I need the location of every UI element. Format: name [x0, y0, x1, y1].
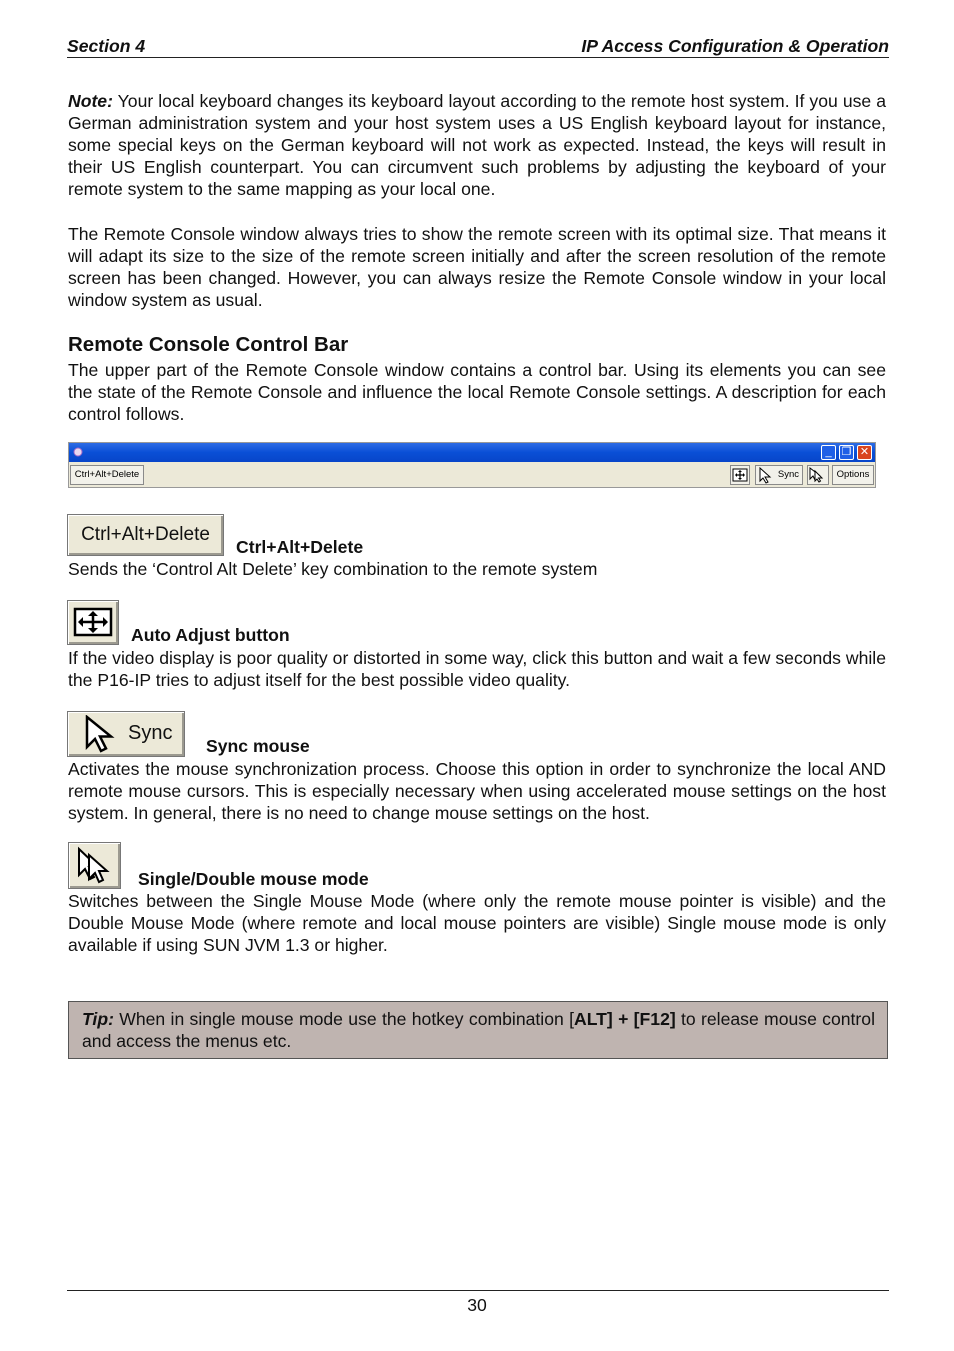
- tip-label: Tip:: [82, 1009, 114, 1029]
- sync-label: Sync: [128, 722, 173, 744]
- tip-key-f12: [F12]: [633, 1009, 676, 1029]
- ctrl-alt-delete-title: Ctrl+Alt+Delete: [236, 537, 364, 557]
- tip-key-alt: ALT]: [573, 1009, 613, 1029]
- ctrl-alt-delete-button[interactable]: Ctrl+Alt+Delete: [70, 465, 144, 485]
- control-bar-screenshot: [68, 442, 876, 488]
- control-bar-intro: The upper part of the Remote Console window contains a control bar. Using its elements you can see the state of the Remote Console and influence the local Remote Console settings. A description for each control follows.: [68, 360, 886, 424]
- tip-box: [68, 1001, 888, 1059]
- note-label: Note:: [68, 91, 113, 111]
- window-size-paragraph: The Remote Console window always tries to show the remote screen with its optimal size. That means it will adapt its size to the size of the remote screen initially and after the screen resolution of the remote screen has been changed. However, you can always resize the Remote Console window in your local window system as usual.: [68, 224, 886, 310]
- ctrl-alt-delete-description: Sends the ‘Control Alt Delete’ key combination to the remote system: [68, 559, 598, 579]
- sync-label: Sync: [777, 469, 799, 480]
- chapter-title: IP Access Configuration & Operation: [581, 36, 889, 56]
- auto-adjust-icon: [68, 601, 118, 644]
- section-heading: Remote Console Control Bar: [68, 333, 349, 356]
- ctrl-alt-delete-button-large: Ctrl+Alt+Delete: [67, 514, 224, 556]
- auto-adjust-icon: [731, 466, 749, 484]
- tip-text-before: When in single mouse mode use the hotkey combination [: [113, 1009, 574, 1029]
- tip-plus: +: [612, 1009, 634, 1029]
- mouse-pointer-icon: [84, 715, 118, 755]
- section-label: Section 4: [67, 36, 146, 56]
- double-mouse-icon: [808, 466, 826, 484]
- restore-button[interactable]: ❐: [839, 445, 854, 460]
- mouse-mode-description: Switches between the Single Mouse Mode (where only the remote mouse pointer is visible) and the Double Mouse Mode (where remote and local mouse pointers are visible) Single mouse mode is only available if using SUN JVM 1.3 or higher.: [68, 891, 886, 955]
- auto-adjust-button-large: [67, 600, 119, 645]
- window-title-bar: [69, 443, 875, 462]
- note-text: Your local keyboard changes its keyboard layout according to the remote host system. If you use a German administration system and your host system uses a US English keyboard layout for instance, some special keys on the German keyboard will not work as expected. Instead, the keys will result in their US English counterpart. You can circumvent such problems by adjusting the keyboard of your remote system to the same mapping as your local one.: [68, 91, 886, 199]
- options-button[interactable]: Options: [832, 465, 874, 485]
- sync-mouse-button[interactable]: [755, 465, 803, 485]
- sync-button-large: [67, 711, 185, 757]
- close-button[interactable]: ✕: [857, 445, 872, 460]
- double-mouse-icon: [69, 843, 120, 888]
- tip-text-after: to release mouse control and access the menus etc.: [82, 1009, 875, 1051]
- minimize-button[interactable]: _: [821, 445, 836, 460]
- mouse-mode-button[interactable]: [807, 465, 829, 485]
- auto-adjust-description: If the video display is poor quality or distorted in some way, click this button and wait a few seconds while the P16-IP tries to adjust itself for the best possible video quality.: [68, 648, 886, 690]
- auto-adjust-button[interactable]: [730, 465, 750, 485]
- sync-mouse-description: Activates the mouse synchronization process. Choose this option in order to synchronize the local AND remote mouse cursors. This is especially necessary when using accelerated mouse settings on the host system. In general, there is no need to change mouse settings on the host.: [68, 759, 886, 823]
- sync-mouse-title: Sync mouse: [206, 736, 310, 756]
- footer-rule: [67, 1290, 889, 1291]
- java-cup-icon: [72, 446, 84, 458]
- page-header: [67, 33, 889, 58]
- mouse-mode-button-large: [68, 842, 121, 889]
- mouse-pointer-icon: [759, 467, 773, 484]
- auto-adjust-title: Auto Adjust button: [131, 625, 290, 645]
- note-paragraph: [68, 90, 886, 200]
- page-number: 30: [467, 1295, 487, 1315]
- mouse-mode-title: Single/Double mouse mode: [138, 869, 369, 889]
